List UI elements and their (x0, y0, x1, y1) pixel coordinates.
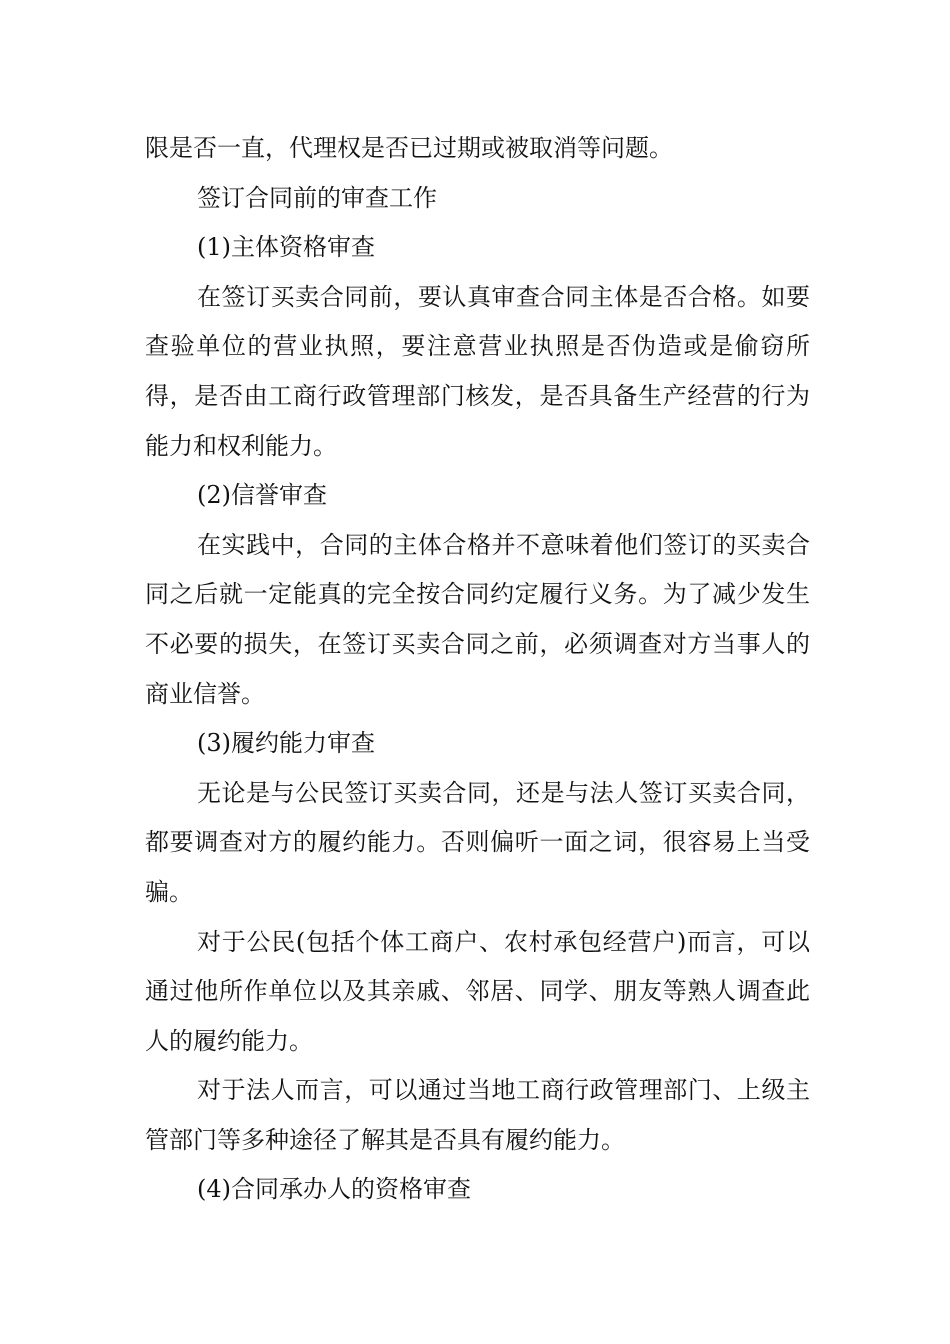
subheading-performance-capability: (3)履约能力审查 (197, 729, 375, 758)
document-page (145, 124, 810, 1215)
paragraph-continuation: 限是否一直，代理权是否已过期或被取消等问题。 (145, 134, 673, 162)
paragraph-subject-qualification: 在签订买卖合同前，要认真审查合同主体是否合格。如要查验单位的营业执照，要注意营业执照是否伪造或是偷窃所得，是否由工商行政管理部门核发，是否具备生产经营的行为能力和权利能力。 (145, 282, 810, 460)
paragraph-citizens: 对于公民(包括个体工商户、农村承包经营户)而言，可以通过他所作单位以及其亲戚、邻居、同学、朋友等熟人调查此人的履约能力。 (145, 927, 810, 1055)
subheading-contract-handler: (4)合同承办人的资格审查 (197, 1175, 471, 1204)
subheading-subject-qualification: (1)主体资格审查 (197, 233, 375, 262)
subheading-credit-review: (2)信誉审查 (197, 481, 327, 510)
paragraph-legal-persons: 对于法人而言，可以通过当地工商行政管理部门、上级主管部门等多种途径了解其是否具有履约能力。 (145, 1076, 810, 1154)
paragraph-credit-review: 在实践中，合同的主体合格并不意味着他们签订的买卖合同之后就一定能真的完全按合同约定履行义务。为了减少发生不必要的损失，在签订买卖合同之前，必须调查对方当事人的商业信誉。 (145, 530, 810, 708)
paragraph-performance-capability: 无论是与公民签订买卖合同，还是与法人签订买卖合同，都要调查对方的履约能力。否则偏听一面之词，很容易上当受骗。 (145, 778, 810, 906)
section-heading-pre-signing-review: 签订合同前的审查工作 (197, 183, 437, 212)
